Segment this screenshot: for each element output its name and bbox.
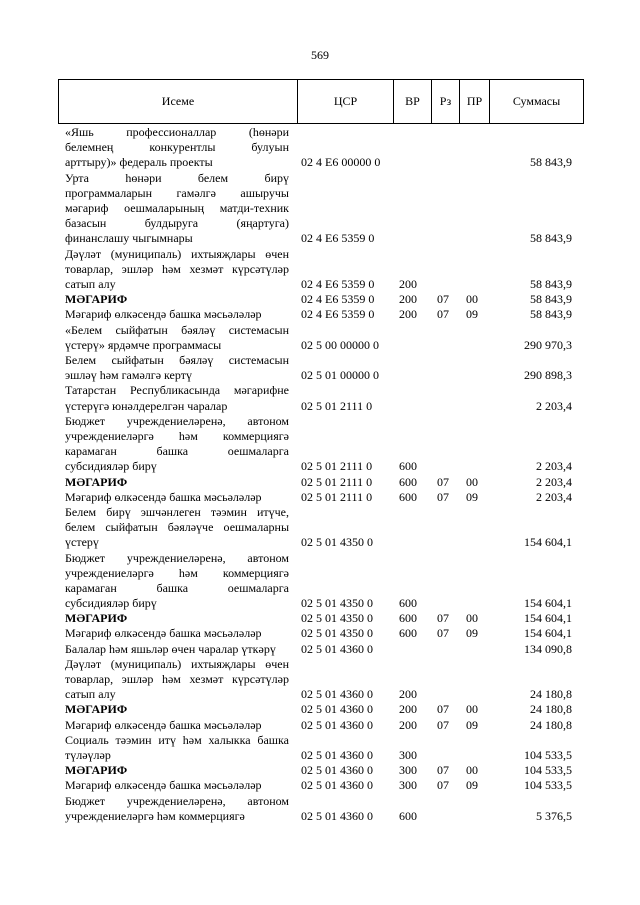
table-row xyxy=(0,626,640,641)
row-sum: 154 604,1 xyxy=(524,535,572,550)
row-name-line: Белем бирү эшчәнлеген тәэмин итүче, xyxy=(65,504,289,519)
row-name xyxy=(65,642,289,657)
row-sum: 154 604,1 xyxy=(524,596,572,611)
row-name-line: Белем сыйфатын бәяләү системасын xyxy=(65,352,289,367)
row-csr: 02 4 E6 5359 0 xyxy=(301,276,375,291)
row-pr: 09 xyxy=(466,778,478,793)
table-body xyxy=(0,125,640,824)
header-name: Исеме xyxy=(59,80,298,123)
row-sum: 24 180,8 xyxy=(530,717,572,732)
row-pr: 00 xyxy=(466,292,478,307)
row-name-line: карамаган башка оешмаларга xyxy=(65,444,289,459)
row-rz: 07 xyxy=(437,292,449,307)
row-vr: 200 xyxy=(399,702,417,717)
table-row xyxy=(0,505,640,551)
row-sum: 58 843,9 xyxy=(530,307,572,322)
row-rz: 07 xyxy=(437,717,449,732)
row-name-line: үстерүгә юнәлдерелгән чаралар xyxy=(65,398,228,413)
row-csr: 02 5 01 4350 0 xyxy=(301,596,373,611)
row-rz: 07 xyxy=(437,611,449,626)
row-sum: 154 604,1 xyxy=(524,626,572,641)
row-name-line: Балалар һәм яшьләр өчен чаралар үткәрү xyxy=(65,641,276,656)
table-row xyxy=(0,763,640,778)
table-header xyxy=(58,79,584,124)
row-csr: 02 5 01 4350 0 xyxy=(301,535,373,550)
row-name-line: Бюджет учреждениеләренә, автоном xyxy=(65,413,289,428)
row-name-line: Мәгариф өлкәсендә башка мәсьәләләр xyxy=(65,626,262,641)
row-name-line: Мәгариф өлкәсендә башка мәсьәләләр xyxy=(65,307,262,322)
row-name-line: түләүләр xyxy=(65,748,111,763)
row-name xyxy=(65,414,289,475)
table-row xyxy=(0,292,640,307)
row-name-line: мәгариф оешмаларының матди-техник xyxy=(65,201,289,215)
row-name xyxy=(65,323,289,353)
row-name-line: МӘГАРИФ xyxy=(65,763,128,778)
row-csr: 02 4 E6 5359 0 xyxy=(301,231,375,246)
row-name-line: субсидияләр бирү xyxy=(65,459,157,474)
row-name xyxy=(65,702,289,717)
row-csr: 02 5 01 4360 0 xyxy=(301,687,373,702)
row-name xyxy=(65,171,289,247)
row-csr: 02 5 01 4360 0 xyxy=(301,808,373,823)
row-csr: 02 4 E6 5359 0 xyxy=(301,307,375,322)
row-vr: 600 xyxy=(399,626,417,641)
row-vr: 300 xyxy=(399,763,417,778)
row-rz: 07 xyxy=(437,626,449,641)
table-row xyxy=(0,323,640,353)
row-pr: 09 xyxy=(466,717,478,732)
table-row xyxy=(0,551,640,612)
row-sum: 58 843,9 xyxy=(530,231,572,246)
row-name xyxy=(65,794,289,824)
row-rz: 07 xyxy=(437,763,449,778)
row-csr: 02 5 01 2111 0 xyxy=(301,459,373,474)
row-name-line: субсидияләр бирү xyxy=(65,596,157,611)
row-sum: 58 843,9 xyxy=(530,292,572,307)
row-csr: 02 4 E6 5359 0 xyxy=(301,292,375,307)
row-sum: 24 180,8 xyxy=(530,702,572,717)
row-vr: 600 xyxy=(399,596,417,611)
row-pr: 00 xyxy=(466,763,478,778)
row-vr: 300 xyxy=(399,748,417,763)
row-name-line: МӘГАРИФ xyxy=(65,292,128,307)
table-row xyxy=(0,414,640,475)
row-name-line: «Яшь профессионаллар (һөнәри xyxy=(65,125,289,139)
row-name-line: Бюджет учреждениеләренә, автоном xyxy=(65,550,289,565)
row-vr: 200 xyxy=(399,307,417,322)
table-row xyxy=(0,247,640,293)
row-name-line: Урта һөнәри белем бирү xyxy=(65,170,289,185)
row-pr: 00 xyxy=(466,611,478,626)
row-sum: 104 533,5 xyxy=(524,763,572,778)
row-name-line: Мәгариф өлкәсендә башка мәсьәләләр xyxy=(65,778,262,793)
row-name-line: финанслашу чыгымнары xyxy=(65,231,193,246)
row-name-line: программаларын гамәлгә ашыручы xyxy=(65,185,289,200)
row-pr: 09 xyxy=(466,489,478,504)
row-name xyxy=(65,247,289,293)
row-rz: 07 xyxy=(437,474,449,489)
row-csr: 02 5 01 4350 0 xyxy=(301,626,373,641)
row-name-line: белемнең конкурентлы булуын xyxy=(65,140,289,155)
row-name-line: үстерү xyxy=(65,535,99,550)
header-pr: ПР xyxy=(460,80,490,123)
row-sum: 154 604,1 xyxy=(524,611,572,626)
row-name-line: Дәүләт (муниципаль) ихтыяҗлары өчен xyxy=(65,656,289,671)
table-row xyxy=(0,778,640,793)
row-vr: 600 xyxy=(399,489,417,504)
row-sum: 104 533,5 xyxy=(524,778,572,793)
page-number: 569 xyxy=(311,48,329,62)
row-pr: 00 xyxy=(466,474,478,489)
table-row xyxy=(0,702,640,717)
row-csr: 02 5 00 00000 0 xyxy=(301,337,379,352)
table-row xyxy=(0,171,640,247)
table-row xyxy=(0,353,640,383)
row-name xyxy=(65,626,289,641)
row-name xyxy=(65,551,289,612)
table-row xyxy=(0,657,640,703)
row-vr: 600 xyxy=(399,808,417,823)
table-row xyxy=(0,733,640,763)
row-vr: 300 xyxy=(399,778,417,793)
row-name-line: эшләү һәм гамәлгә кертү xyxy=(65,368,192,383)
row-name-line: товарлар, эшләр һәм хезмәт күрсәтүләр xyxy=(65,261,289,276)
row-name xyxy=(65,657,289,703)
header-sum: Суммасы xyxy=(512,94,561,108)
row-name xyxy=(65,292,289,307)
row-name xyxy=(65,718,289,733)
row-sum: 134 090,8 xyxy=(524,641,572,656)
row-name xyxy=(65,307,289,322)
header-csr: ЦСР xyxy=(298,80,394,123)
row-name xyxy=(65,383,289,413)
row-vr: 200 xyxy=(399,687,417,702)
row-name xyxy=(65,763,289,778)
row-csr: 02 5 01 2111 0 xyxy=(301,398,373,413)
row-name-line: сатып алу xyxy=(65,277,116,291)
row-name-line: МӘГАРИФ xyxy=(65,474,128,489)
row-name-line: белем сыйфатын бәяләүче оешмаларны xyxy=(65,520,289,535)
row-name-line: Татарстан Республикасында мәгарифне xyxy=(65,383,289,398)
row-rz: 07 xyxy=(437,702,449,717)
row-name-line: учреждениеләргә һәм коммерциягә xyxy=(65,428,289,443)
row-vr: 600 xyxy=(399,474,417,489)
row-csr: 02 5 01 4360 0 xyxy=(301,748,373,763)
row-csr: 02 5 01 4360 0 xyxy=(301,717,373,732)
row-sum: 104 533,5 xyxy=(524,748,572,763)
row-sum: 290 970,3 xyxy=(524,337,572,352)
row-name-line: «Белем сыйфатын бәяләү системасын xyxy=(65,322,289,337)
row-sum: 2 203,4 xyxy=(536,459,572,474)
row-rz: 07 xyxy=(437,489,449,504)
row-name-line: МӘГАРИФ xyxy=(65,611,128,626)
row-pr: 09 xyxy=(466,626,478,641)
row-pr: 09 xyxy=(466,307,478,322)
row-name xyxy=(65,778,289,793)
table-row xyxy=(0,125,640,171)
row-vr: 200 xyxy=(399,292,417,307)
table-row xyxy=(0,794,640,824)
row-name-line: сатып алу xyxy=(65,687,116,702)
row-csr: 02 5 01 4360 0 xyxy=(301,702,373,717)
row-name xyxy=(65,733,289,763)
row-name-line: товарлар, эшләр һәм хезмәт күрсәтүләр xyxy=(65,672,289,687)
row-sum: 24 180,8 xyxy=(530,687,572,702)
row-csr: 02 5 01 4360 0 xyxy=(301,778,373,793)
row-sum: 58 843,9 xyxy=(530,276,572,291)
row-name-line: арттыру)» федераль проекты xyxy=(65,155,213,170)
row-csr: 02 5 01 2111 0 xyxy=(301,489,373,504)
row-name xyxy=(65,611,289,626)
row-name xyxy=(65,505,289,551)
table-row xyxy=(0,383,640,413)
row-name xyxy=(65,475,289,490)
row-name xyxy=(65,353,289,383)
row-pr: 00 xyxy=(466,702,478,717)
row-name-line: учреждениеләргә һәм коммерциягә xyxy=(65,565,289,580)
row-sum: 2 203,4 xyxy=(536,489,572,504)
row-name-line: Бюджет учреждениеләренә, автоном xyxy=(65,793,289,808)
row-name-line: Дәүләт (муниципаль) ихтыяҗлары өчен xyxy=(65,246,289,261)
row-name-line: Мәгариф өлкәсендә башка мәсьәләләр xyxy=(65,717,262,732)
row-name-line: МӘГАРИФ xyxy=(65,702,128,717)
table-row xyxy=(0,490,640,505)
row-rz: 07 xyxy=(437,778,449,793)
table-row xyxy=(0,642,640,657)
row-vr: 600 xyxy=(399,611,417,626)
row-sum: 2 203,4 xyxy=(536,398,572,413)
row-vr: 600 xyxy=(399,459,417,474)
row-sum: 2 203,4 xyxy=(536,474,572,489)
row-name xyxy=(65,125,289,171)
table-row xyxy=(0,307,640,322)
row-csr: 02 5 01 4350 0 xyxy=(301,611,373,626)
row-csr: 02 5 01 4360 0 xyxy=(301,641,373,656)
row-name-line: үстерү» ярдәмче программасы xyxy=(65,337,222,352)
table-row xyxy=(0,611,640,626)
row-name-line: базасын булдыруга (яңартуга) xyxy=(65,216,289,231)
row-vr: 200 xyxy=(399,276,417,291)
row-csr: 02 5 01 4360 0 xyxy=(301,763,373,778)
row-name-line: карамаган башка оешмаларга xyxy=(65,580,289,595)
row-name-line: Социаль тәэмин итү һәм халыкка башка xyxy=(65,732,289,747)
row-rz: 07 xyxy=(437,307,449,322)
row-sum: 290 898,3 xyxy=(524,368,572,383)
table-row xyxy=(0,718,640,733)
row-csr: 02 5 01 00000 0 xyxy=(301,368,379,383)
header-rz: Рз xyxy=(432,80,460,123)
row-name-line: учреждениеләргә һәм коммерциягә xyxy=(65,808,245,823)
row-sum: 58 843,9 xyxy=(530,155,572,170)
table-row xyxy=(0,475,640,490)
row-name xyxy=(65,490,289,505)
row-sum: 5 376,5 xyxy=(536,808,572,823)
row-name-line: Мәгариф өлкәсендә башка мәсьәләләр xyxy=(65,489,262,504)
row-csr: 02 5 01 2111 0 xyxy=(301,474,373,489)
row-vr: 200 xyxy=(399,717,417,732)
header-vr: ВР xyxy=(394,80,432,123)
row-csr: 02 4 E6 00000 0 xyxy=(301,155,381,170)
